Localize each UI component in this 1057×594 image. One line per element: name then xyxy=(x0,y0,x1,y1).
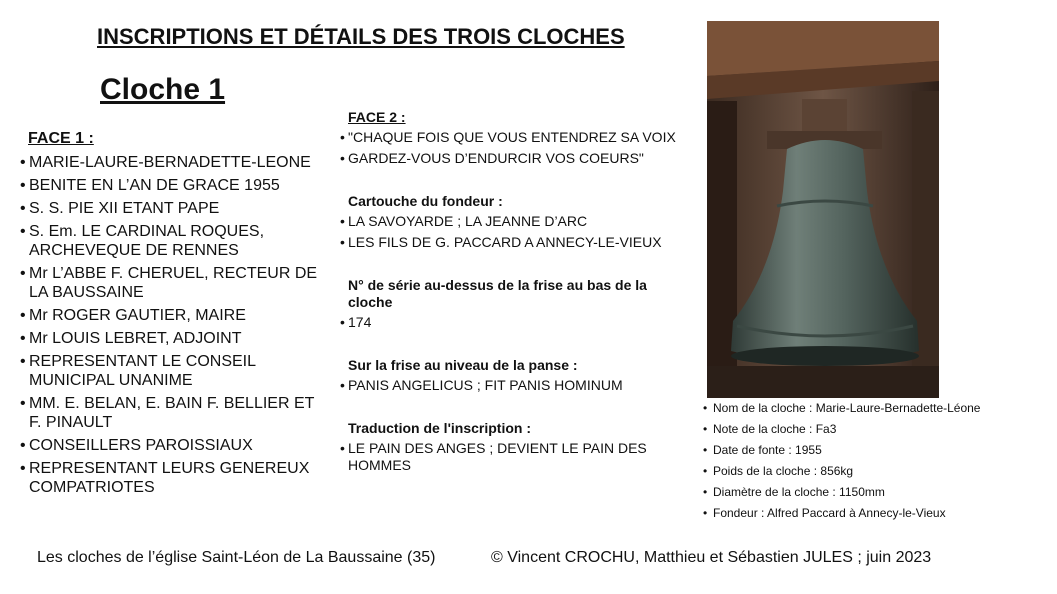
list-item: • REPRESENTANT LE CONSEIL MUNICIPAL UNANIME xyxy=(20,353,256,389)
list-item: • LA SAVOYARDE ; LA JEANNE D’ARC xyxy=(340,213,588,229)
list-item: • Mr L’ABBE F. CHERUEL, RECTEUR DE LA BAUSSAINE xyxy=(20,265,318,301)
bell-photo xyxy=(707,21,939,398)
translation-heading: Traduction de l'inscription : xyxy=(348,420,532,436)
list-item: • PANIS ANGELICUS ; FIT PANIS HOMINUM xyxy=(340,377,623,393)
frise-heading: Sur la frise au niveau de la panse : xyxy=(348,357,578,373)
face2-heading: FACE 2 : xyxy=(348,109,406,125)
list-item: • MARIE-LAURE-BERNADETTE-LEONE xyxy=(20,154,311,171)
list-item: • Poids de la cloche : 856kg xyxy=(703,464,854,478)
list-item: • LES FILS DE G. PACCARD A ANNECY-LE-VIEUX xyxy=(340,234,662,250)
list-item: • CONSEILLERS PAROISSIAUX xyxy=(20,437,253,454)
details-list xyxy=(703,401,993,521)
list-item: • GARDEZ-VOUS D’ENDURCIR VOS COEURS" xyxy=(340,150,644,166)
list-item: • Mr LOUIS LEBRET, ADJOINT xyxy=(20,330,242,347)
face1-heading: FACE 1 : xyxy=(28,130,94,147)
list-item: • BENITE EN L’AN DE GRACE 1955 xyxy=(20,177,280,194)
list-item: • "CHAQUE FOIS QUE VOUS ENTENDREZ SA VOIX xyxy=(340,129,676,145)
page-title: INSCRIPTIONS ET DÉTAILS DES TROIS CLOCHES xyxy=(97,24,625,49)
serial-list xyxy=(340,314,685,331)
cartouche-list xyxy=(340,213,685,251)
face2-section xyxy=(340,109,685,478)
face1-section xyxy=(20,129,320,501)
bell-details xyxy=(703,401,993,527)
list-item: • LE PAIN DES ANGES ; DEVIENT LE PAIN DES HOMMES xyxy=(340,440,647,473)
footer-copyright: © Vincent CROCHU, Matthieu et Sébastien JULES ; juin 2023 xyxy=(491,549,932,566)
face1-list xyxy=(20,153,320,497)
list-item: • REPRESENTANT LEURS GENEREUX COMPATRIOTES xyxy=(20,460,310,496)
list-item: • S. S. PIE XII ETANT PAPE xyxy=(20,200,220,217)
face2-list xyxy=(340,129,685,167)
bell-title: Cloche 1 xyxy=(100,73,226,106)
list-item: • Nom de la cloche : Marie-Laure-Bernadette-Léone xyxy=(703,401,981,415)
list-item: • Date de fonte : 1955 xyxy=(703,443,822,457)
list-item: • Diamètre de la cloche : 1150mm xyxy=(703,485,885,499)
list-item: • S. Em. LE CARDINAL ROQUES, ARCHEVEQUE DE RENNES xyxy=(20,223,265,259)
list-item: • Note de la cloche : Fa3 xyxy=(703,422,837,436)
list-item: • Fondeur : Alfred Paccard à Annecy-le-Vieux xyxy=(703,506,946,520)
frise-list xyxy=(340,377,685,394)
serial-heading: N° de série au-dessus de la frise au bas de la cloche xyxy=(348,277,647,310)
footer-source: Les cloches de l’église Saint-Léon de La Baussaine (35) xyxy=(37,549,436,566)
list-item: • Mr ROGER GAUTIER, MAIRE xyxy=(20,307,246,324)
cartouche-heading: Cartouche du fondeur : xyxy=(348,193,503,209)
translation-list xyxy=(340,440,685,474)
list-item: • MM. E. BELAN, E. BAIN F. BELLIER ET F. PINAULT xyxy=(20,395,315,431)
list-item: • 174 xyxy=(340,314,372,330)
